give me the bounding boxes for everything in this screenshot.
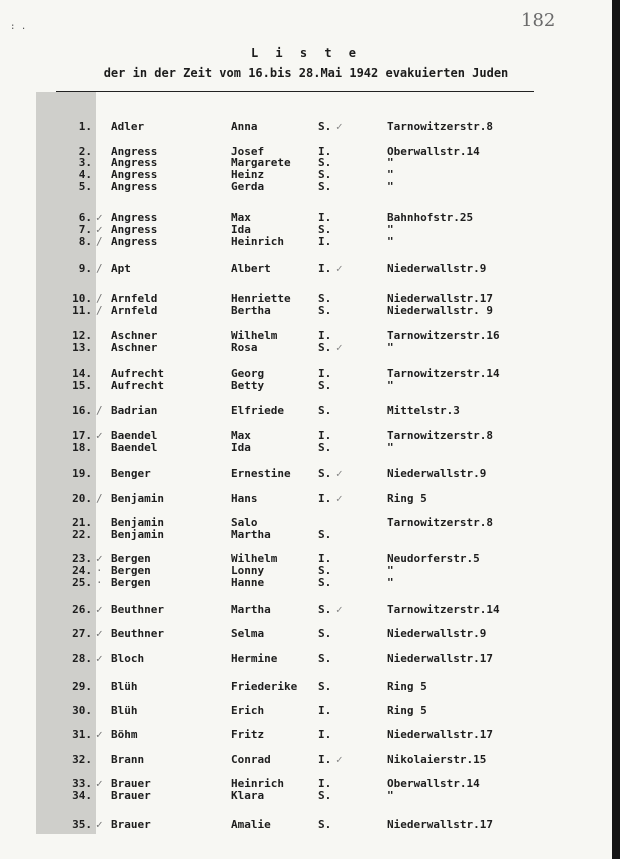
entry-number: 18. [72, 441, 92, 454]
given-name: Hermine [231, 652, 278, 665]
entry-number: 26. [72, 603, 92, 616]
entry-number: 6. [78, 211, 92, 224]
check-mark: ✓ [96, 627, 103, 640]
given-name: Heinrich [231, 235, 284, 248]
address: " [387, 235, 394, 248]
surname: Böhm [111, 728, 138, 741]
surname: Angress [111, 180, 158, 193]
list-item [0, 441, 612, 454]
surname: Aschner [111, 341, 158, 354]
list-item [0, 180, 612, 193]
entry-number: 23. [72, 552, 92, 565]
check-mark: ✓ [96, 552, 103, 565]
entry-number: 3. [78, 156, 92, 169]
list-item [0, 304, 612, 317]
address: " [387, 576, 394, 589]
given-name: Wilhelm [231, 329, 278, 342]
surname: Benjamin [111, 492, 164, 505]
middle-initial: S. [318, 223, 332, 236]
margin-marks: : . [10, 22, 27, 32]
surname: Angress [111, 223, 158, 236]
surname: Brauer [111, 818, 151, 831]
check-mark: ✓ [96, 777, 103, 790]
address: " [387, 223, 394, 236]
address: " [387, 564, 394, 577]
surname: Angress [111, 211, 158, 224]
check-mark: / [96, 492, 103, 505]
surname: Aufrecht [111, 367, 164, 380]
given-name: Heinrich [231, 777, 284, 790]
middle-initial: S. [318, 180, 332, 193]
given-name: Ida [231, 223, 251, 236]
list-item [0, 492, 612, 505]
scan-edge [612, 0, 620, 859]
given-name: Heinz [231, 168, 265, 181]
given-name: Martha [231, 603, 271, 616]
middle-initial: S. [318, 292, 332, 305]
surname: Blüh [111, 680, 138, 693]
middle-initial: S. [318, 627, 332, 640]
surname: Benjamin [111, 528, 164, 541]
entry-number: 22. [72, 528, 92, 541]
list-item [0, 528, 612, 541]
given-name: Lonny [231, 564, 265, 577]
address: Tarnowitzerstr.8 [387, 120, 493, 133]
check-mark: / [96, 262, 103, 275]
given-name: Max [231, 429, 251, 442]
surname: Brauer [111, 789, 151, 802]
entry-number: 7. [78, 223, 92, 236]
address: Tarnowitzerstr.14 [387, 603, 500, 616]
address: " [387, 379, 394, 392]
check-mark-2: ✓ [336, 341, 343, 354]
address: Niederwallstr. 9 [387, 304, 493, 317]
address: " [387, 441, 394, 454]
check-mark: ✓ [96, 652, 103, 665]
given-name: Elfriede [231, 404, 284, 417]
address: Niederwallstr.17 [387, 652, 493, 665]
surname: Beuthner [111, 627, 164, 640]
middle-initial: S. [318, 680, 332, 693]
address: Tarnowitzerstr.14 [387, 367, 500, 380]
address: Nikolaierstr.15 [387, 753, 487, 766]
list-item [0, 680, 612, 693]
surname: Brauer [111, 777, 151, 790]
given-name: Georg [231, 367, 265, 380]
check-mark: / [96, 235, 103, 248]
entry-number: 34. [72, 789, 92, 802]
check-mark: / [96, 304, 103, 317]
given-name: Friederike [231, 680, 298, 693]
given-name: Hans [231, 492, 258, 505]
address: Tarnowitzerstr.8 [387, 429, 493, 442]
address: Mittelstr.3 [387, 404, 460, 417]
surname: Adler [111, 120, 145, 133]
given-name: Gerda [231, 180, 265, 193]
check-mark: ✓ [96, 603, 103, 616]
address: Bahnhofstr.25 [387, 211, 474, 224]
given-name: Conrad [231, 753, 271, 766]
entry-number: 29. [72, 680, 92, 693]
address: Neudorferstr.5 [387, 552, 480, 565]
middle-initial: S. [318, 120, 332, 133]
entry-number: 4. [78, 168, 92, 181]
list-item [0, 404, 612, 417]
given-name: Ida [231, 441, 251, 454]
check-mark-2: ✓ [336, 492, 343, 505]
check-mark-2: ✓ [336, 262, 343, 275]
middle-initial: I. [318, 145, 332, 158]
given-name: Salo [231, 516, 258, 529]
given-name: Erich [231, 704, 265, 717]
given-name: Hanne [231, 576, 265, 589]
middle-initial: S. [318, 789, 332, 802]
middle-initial: I. [318, 262, 332, 275]
check-mark-2: ✓ [336, 467, 343, 480]
given-name: Martha [231, 528, 271, 541]
entry-number: 9. [78, 262, 92, 275]
surname: Aufrecht [111, 379, 164, 392]
entry-number: 35. [72, 818, 92, 831]
middle-initial: I. [318, 492, 332, 505]
entry-number: 33. [72, 777, 92, 790]
entry-number: 25. [72, 576, 92, 589]
check-mark: / [96, 404, 103, 417]
entry-number: 14. [72, 367, 92, 380]
address: Niederwallstr.9 [387, 467, 487, 480]
surname: Baendel [111, 429, 158, 442]
list-item [0, 341, 612, 354]
entry-number: 12. [72, 329, 92, 342]
surname: Beuthner [111, 603, 164, 616]
given-name: Amalie [231, 818, 271, 831]
given-name: Rosa [231, 341, 258, 354]
surname: Angress [111, 145, 158, 158]
entry-number: 30. [72, 704, 92, 717]
entry-number: 2. [78, 145, 92, 158]
entry-number: 19. [72, 467, 92, 480]
entry-number: 32. [72, 753, 92, 766]
surname: Angress [111, 156, 158, 169]
middle-initial: I. [318, 329, 332, 342]
surname: Badrian [111, 404, 158, 417]
address: " [387, 168, 394, 181]
surname: Benjamin [111, 516, 164, 529]
surname: Angress [111, 235, 158, 248]
given-name: Max [231, 211, 251, 224]
list-item [0, 379, 612, 392]
surname: Benger [111, 467, 151, 480]
check-mark: ✓ [96, 818, 103, 831]
middle-initial: S. [318, 576, 332, 589]
given-name: Fritz [231, 728, 265, 741]
given-name: Henriette [231, 292, 291, 305]
check-mark: ✓ [96, 223, 103, 236]
check-mark: ✓ [96, 429, 103, 442]
middle-initial: S. [318, 379, 332, 392]
address: Niederwallstr.17 [387, 292, 493, 305]
address: Niederwallstr.17 [387, 818, 493, 831]
entry-number: 24. [72, 564, 92, 577]
middle-initial: S. [318, 156, 332, 169]
middle-initial: I. [318, 235, 332, 248]
entry-number: 28. [72, 652, 92, 665]
middle-initial: S. [318, 441, 332, 454]
surname: Angress [111, 168, 158, 181]
address: Niederwallstr.9 [387, 627, 487, 640]
entry-number: 17. [72, 429, 92, 442]
middle-initial: I. [318, 777, 332, 790]
address: Oberwallstr.14 [387, 145, 480, 158]
list-item [0, 704, 612, 717]
given-name: Margarete [231, 156, 291, 169]
address: Ring 5 [387, 492, 427, 505]
given-name: Selma [231, 627, 265, 640]
entry-number: 20. [72, 492, 92, 505]
given-name: Betty [231, 379, 265, 392]
given-name: Albert [231, 262, 271, 275]
given-name: Wilhelm [231, 552, 278, 565]
check-mark-2: ✓ [336, 753, 343, 766]
middle-initial: S. [318, 818, 332, 831]
surname: Arnfeld [111, 304, 158, 317]
middle-initial: S. [318, 603, 332, 616]
surname: Blüh [111, 704, 138, 717]
middle-initial: I. [318, 211, 332, 224]
given-name: Anna [231, 120, 258, 133]
surname: Apt [111, 262, 131, 275]
entry-number: 8. [78, 235, 92, 248]
check-mark: · [96, 576, 103, 589]
middle-initial: S. [318, 404, 332, 417]
check-mark: / [96, 292, 103, 305]
address: Niederwallstr.17 [387, 728, 493, 741]
list-item [0, 120, 612, 133]
page-subtitle: der in der Zeit vom 16.bis 28.Mai 1942 evakuierten Juden [103, 66, 509, 80]
entry-number: 11. [72, 304, 92, 317]
middle-initial: I. [318, 728, 332, 741]
check-mark: ✓ [96, 211, 103, 224]
given-name: Ernestine [231, 467, 291, 480]
middle-initial: I. [318, 552, 332, 565]
middle-initial: S. [318, 341, 332, 354]
entry-number: 27. [72, 627, 92, 640]
surname: Bloch [111, 652, 145, 665]
list-item [0, 652, 612, 665]
list-item [0, 603, 612, 616]
list-item [0, 789, 612, 802]
surname: Aschner [111, 329, 158, 342]
address: Oberwallstr.14 [387, 777, 480, 790]
surname: Bergen [111, 564, 151, 577]
middle-initial: S. [318, 528, 332, 541]
middle-initial: S. [318, 467, 332, 480]
entry-number: 16. [72, 404, 92, 417]
list-item [0, 728, 612, 741]
list-item [0, 467, 612, 480]
entry-number: 1. [78, 120, 92, 133]
middle-initial: I. [318, 753, 332, 766]
title-underline [56, 91, 534, 92]
list-item [0, 576, 612, 589]
address: " [387, 180, 394, 193]
surname: Bergen [111, 552, 151, 565]
middle-initial: I. [318, 429, 332, 442]
address: " [387, 341, 394, 354]
entry-number: 13. [72, 341, 92, 354]
entry-number: 15. [72, 379, 92, 392]
address: Tarnowitzerstr.8 [387, 516, 493, 529]
list-item [0, 235, 612, 248]
middle-initial: I. [318, 704, 332, 717]
middle-initial: S. [318, 652, 332, 665]
check-mark-2: ✓ [336, 603, 343, 616]
address: Niederwallstr.9 [387, 262, 487, 275]
given-name: Bertha [231, 304, 271, 317]
address: " [387, 789, 394, 802]
entry-number: 21. [72, 516, 92, 529]
margin-shading [36, 92, 96, 834]
address: Tarnowitzerstr.16 [387, 329, 500, 342]
middle-initial: I. [318, 367, 332, 380]
list-item [0, 262, 612, 275]
entry-number: 5. [78, 180, 92, 193]
surname: Arnfeld [111, 292, 158, 305]
address: Ring 5 [387, 680, 427, 693]
surname: Baendel [111, 441, 158, 454]
given-name: Klara [231, 789, 265, 802]
entry-number: 31. [72, 728, 92, 741]
surname: Brann [111, 753, 145, 766]
surname: Bergen [111, 576, 151, 589]
check-mark-2: ✓ [336, 120, 343, 133]
list-item [0, 818, 612, 831]
middle-initial: S. [318, 304, 332, 317]
list-item [0, 753, 612, 766]
check-mark: · [96, 564, 103, 577]
list-item [0, 627, 612, 640]
middle-initial: S. [318, 168, 332, 181]
page-number: 182 [521, 10, 556, 31]
page-title: L i s t e [250, 46, 362, 60]
check-mark: ✓ [96, 728, 103, 741]
entry-number: 10. [72, 292, 92, 305]
middle-initial: S. [318, 564, 332, 577]
address: " [387, 156, 394, 169]
address: Ring 5 [387, 704, 427, 717]
given-name: Josef [231, 145, 265, 158]
